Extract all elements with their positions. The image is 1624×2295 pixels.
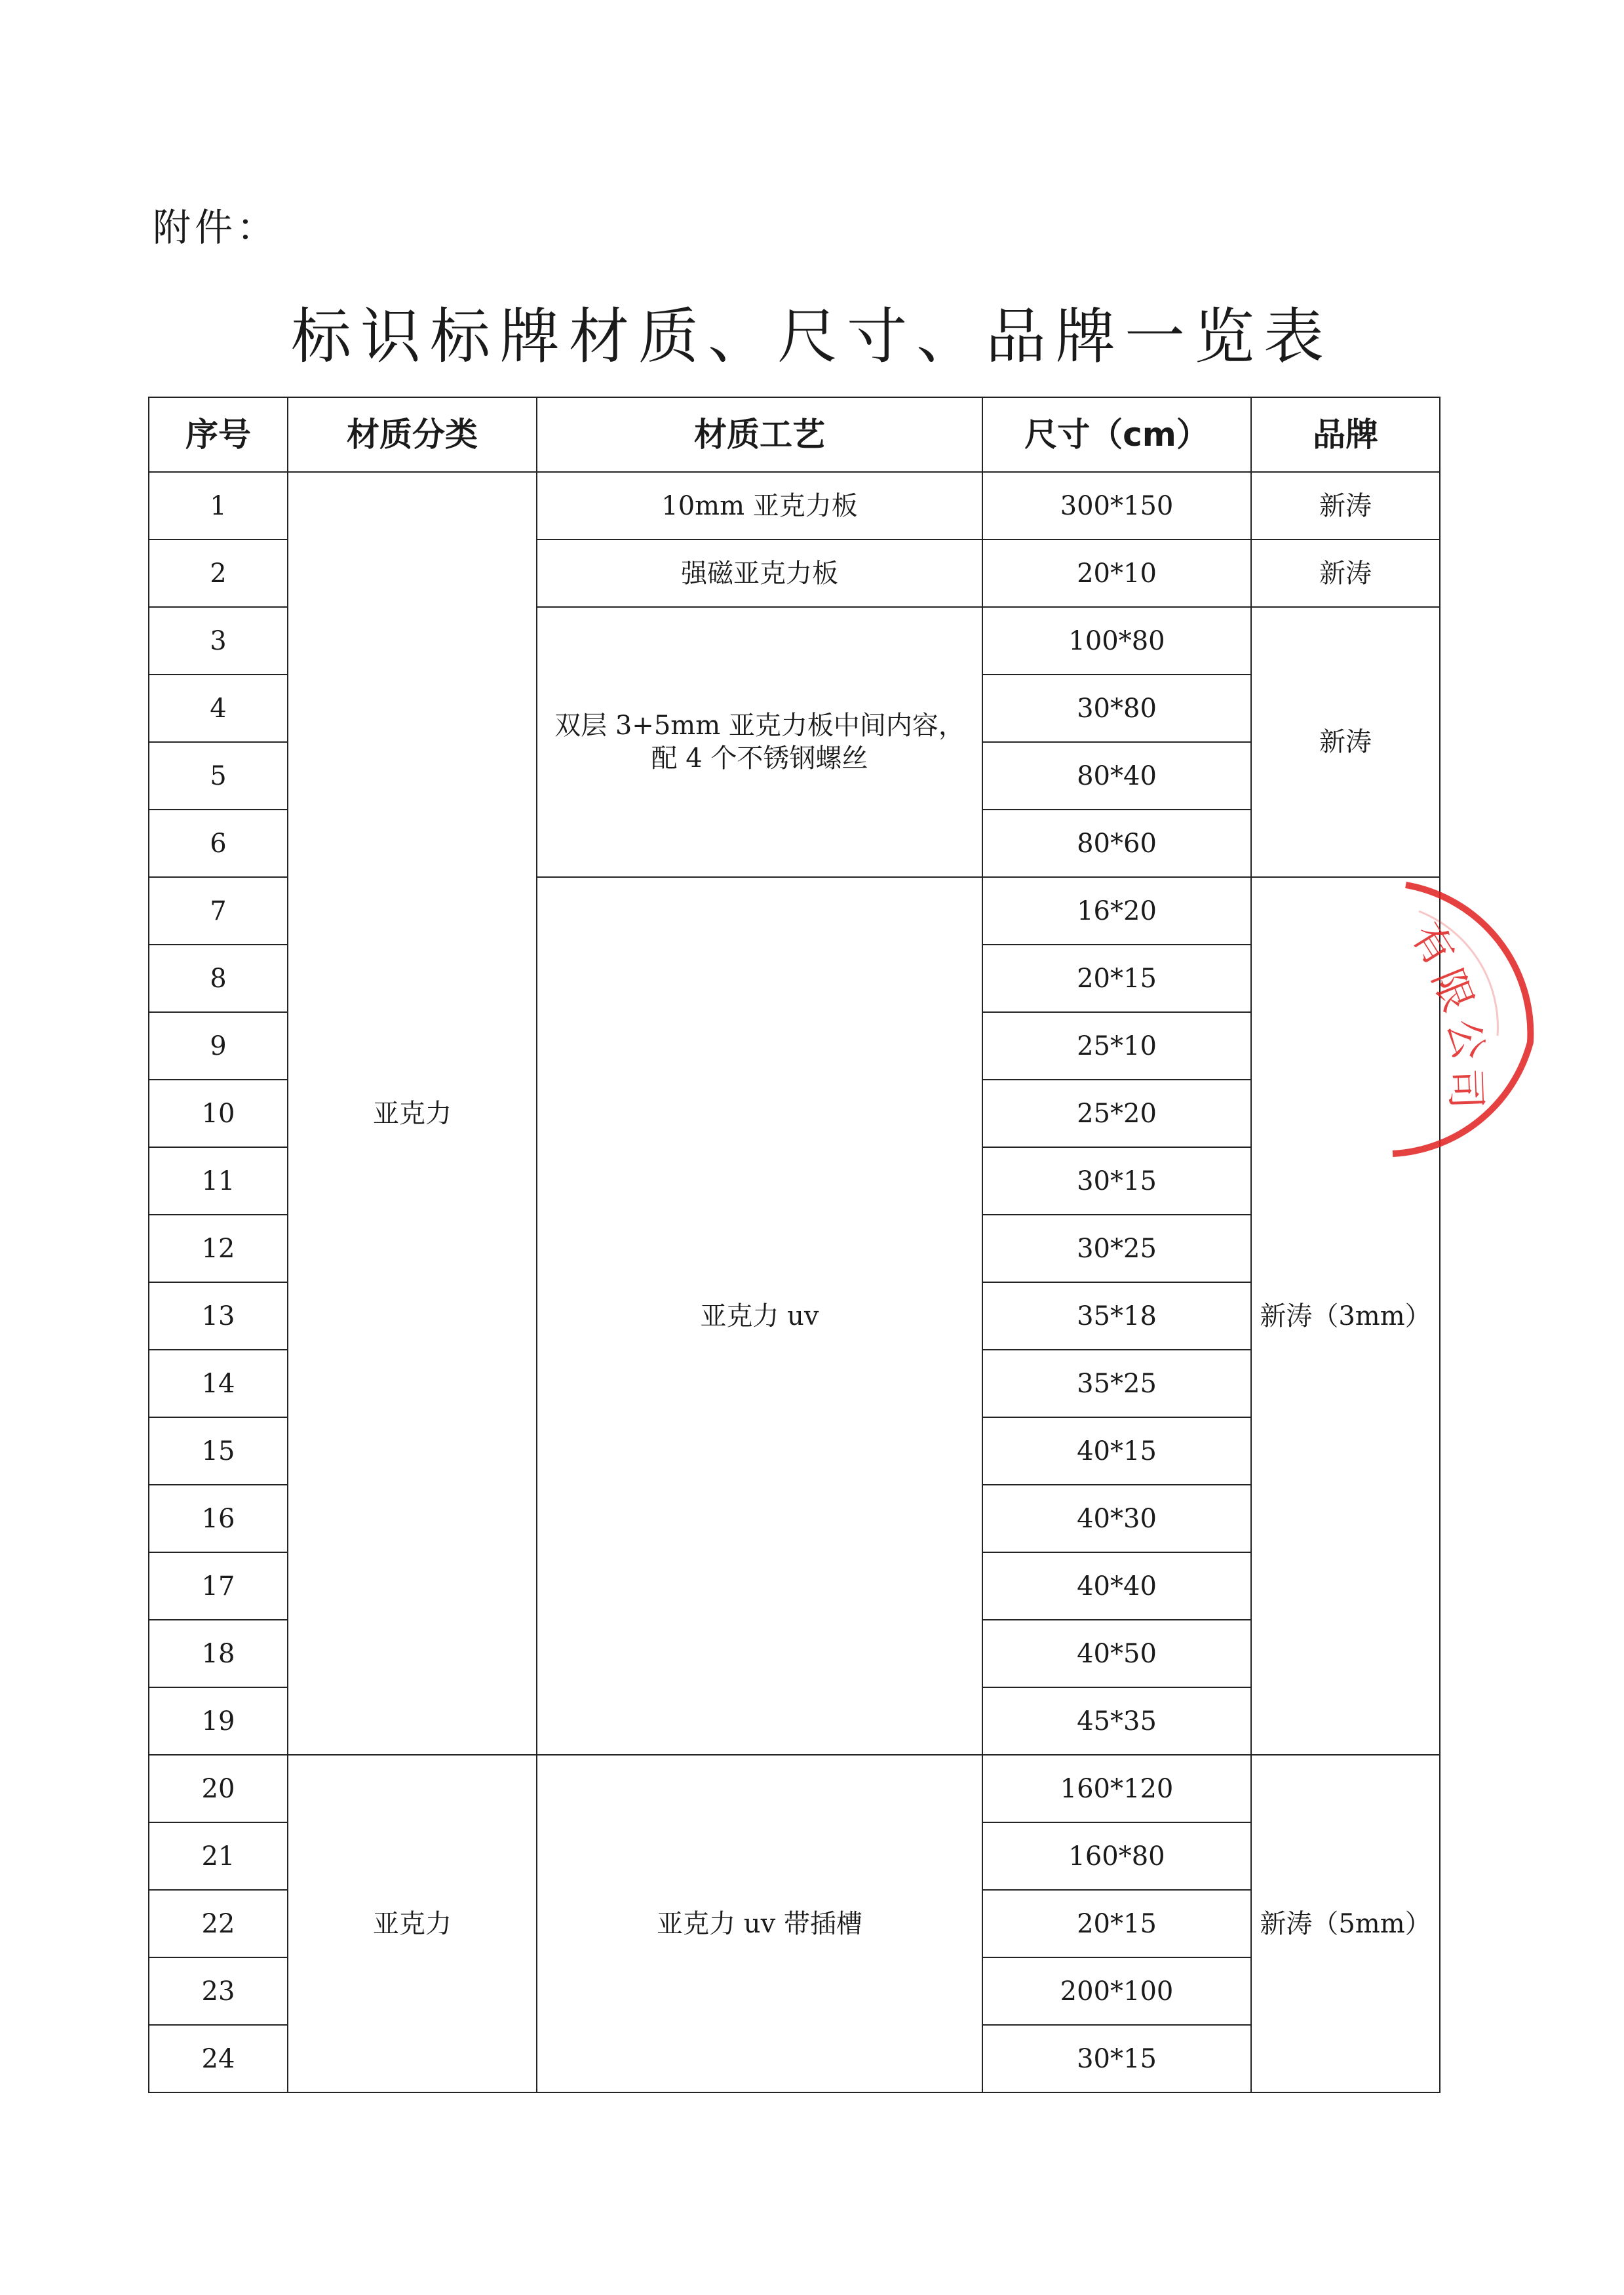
category-cell: 亚克力 [288,1755,537,2092]
spec-table [148,397,1440,2093]
size-cell: 40*30 [982,1485,1251,1552]
brand-cell: 新涛 [1251,472,1440,539]
craft-cell: 亚克力 uv 带插槽 [537,1755,982,2092]
row-no: 5 [149,742,288,810]
brand-cell: 新涛（3mm） [1251,877,1440,1755]
row-no: 24 [149,2025,288,2092]
row-no: 14 [149,1350,288,1417]
header-no: 序号 [149,397,288,472]
size-cell: 25*10 [982,1012,1251,1080]
craft-cell: 10mm 亚克力板 [537,472,982,539]
row-no: 6 [149,810,288,877]
size-cell: 20*10 [982,539,1251,607]
header-category: 材质分类 [288,397,537,472]
row-no: 9 [149,1012,288,1080]
size-cell: 25*20 [982,1080,1251,1147]
size-cell: 30*25 [982,1215,1251,1282]
size-cell: 300*150 [982,472,1251,539]
brand-cell: 新涛（5mm） [1251,1755,1440,2092]
row-no: 10 [149,1080,288,1147]
row-no: 22 [149,1890,288,1957]
seal-text-1: 有 [1402,914,1465,974]
size-cell: 45*35 [982,1687,1251,1755]
header-brand: 品牌 [1251,397,1440,472]
brand-cell: 新涛 [1251,539,1440,607]
row-no: 16 [149,1485,288,1552]
category-cell: 亚克力 [288,472,537,1755]
size-cell: 20*15 [982,1890,1251,1957]
row-no: 15 [149,1417,288,1485]
row-no: 3 [149,607,288,675]
size-cell: 30*15 [982,1147,1251,1215]
row-no: 21 [149,1822,288,1890]
row-no: 2 [149,539,288,607]
size-cell: 40*40 [982,1552,1251,1620]
row-no: 4 [149,675,288,742]
table-header-row [149,397,1440,472]
size-cell: 160*120 [982,1755,1251,1822]
table-row [149,1755,1440,1822]
size-cell: 40*15 [982,1417,1251,1485]
craft-cell: 强磁亚克力板 [537,539,982,607]
row-no: 11 [149,1147,288,1215]
size-cell: 40*50 [982,1620,1251,1687]
size-cell: 35*25 [982,1350,1251,1417]
seal-text-2: 限 [1423,962,1483,1018]
brand-cell: 新涛 [1251,607,1440,877]
size-cell: 80*60 [982,810,1251,877]
row-no: 12 [149,1215,288,1282]
row-no: 20 [149,1755,288,1822]
size-cell: 16*20 [982,877,1251,945]
size-cell: 35*18 [982,1282,1251,1350]
size-cell: 30*15 [982,2025,1251,2092]
seal-text-4: 司 [1440,1067,1491,1110]
size-cell: 100*80 [982,607,1251,675]
header-craft: 材质工艺 [537,397,982,472]
row-no: 17 [149,1552,288,1620]
craft-cell: 亚克力 uv [537,877,982,1755]
row-no: 7 [149,877,288,945]
size-cell: 20*15 [982,945,1251,1012]
size-cell: 200*100 [982,1957,1251,2025]
size-cell: 30*80 [982,675,1251,742]
row-no: 19 [149,1687,288,1755]
document-title: 标识标牌材质、尺寸、品牌一览表 [290,302,1333,372]
row-no: 8 [149,945,288,1012]
table-row [149,472,1440,539]
size-cell: 160*80 [982,1822,1251,1890]
row-no: 23 [149,1957,288,2025]
row-no: 1 [149,472,288,539]
craft-cell: 双层 3+5mm 亚克力板中间内容，配 4 个不锈钢螺丝 [537,607,982,877]
row-no: 18 [149,1620,288,1687]
attachment-label: 附件： [153,205,279,250]
row-no: 13 [149,1282,288,1350]
seal-text-3: 公 [1438,1014,1494,1065]
header-size: 尺寸（cm） [982,397,1251,472]
size-cell: 80*40 [982,742,1251,810]
